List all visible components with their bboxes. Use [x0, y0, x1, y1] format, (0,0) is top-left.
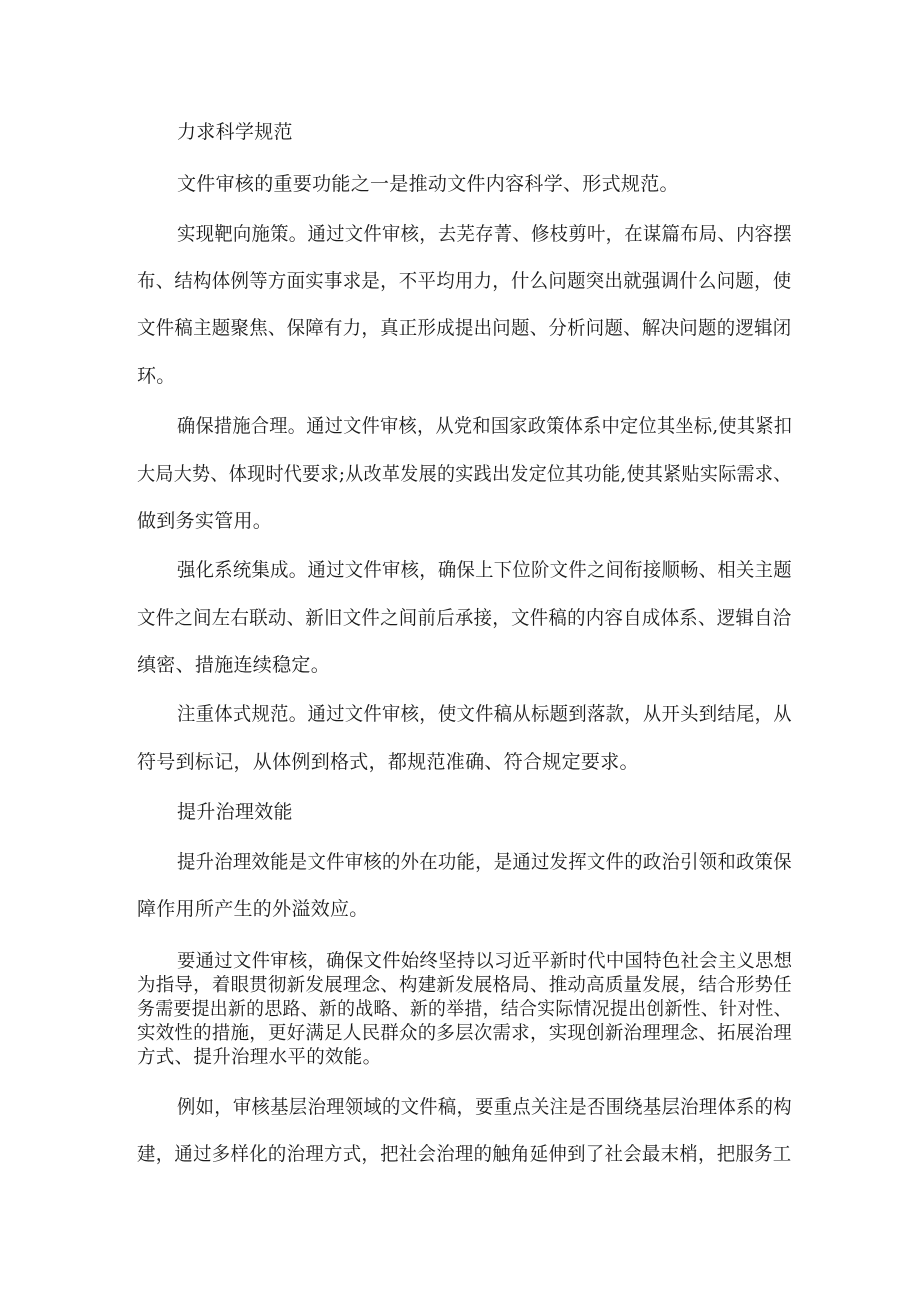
paragraph-efficacy-line-1: 提升治理效能是文件审核的外在功能，是通过发挥文件的政治引领和政策保: [177, 851, 792, 873]
paragraph-system-line-2: 文件之间左右联动、新旧文件之间前后承接，文件稿的内容自成体系、逻辑自洽: [137, 607, 792, 629]
paragraph-guidance-line-2: 为指导，着眼贯彻新发展理念、构建新发展格局、推动高质量发展，结合形势任: [137, 975, 792, 996]
paragraph-guidance-line-5: 方式、提升治理水平的效能。: [137, 1047, 382, 1068]
paragraph-guidance-line-3: 务需要提出新的思路、新的战略、新的举措，结合实际情况提出创新性、针对性、: [137, 999, 792, 1020]
paragraph-measures-line-1: 确保措施合理。通过文件审核，从党和国家政策体系中定位其坐标,使其紧扣: [177, 415, 793, 437]
section-heading-2: 提升治理效能: [177, 801, 293, 823]
paragraph-measures-line-3: 做到务实管用。: [137, 510, 273, 532]
paragraph-format-line-2: 符号到标记，从体例到格式，都规范准确、符合规定要求。: [137, 751, 639, 773]
paragraph-example-line-1: 例如，审核基层治理领域的文件稿，要重点关注是否围绕基层治理体系的构: [177, 1096, 792, 1118]
paragraph-example-line-2: 建，通过多样化的治理方式，把社会治理的触角延伸到了社会最末梢，把服务工: [137, 1143, 792, 1165]
paragraph-format-line-1: 注重体式规范。通过文件审核，使文件稿从标题到落款，从开头到结尾，从: [177, 703, 792, 725]
paragraph-targeted-line-1: 实现靶向施策。通过文件审核，去芜存菁、修枝剪叶，在谋篇布局、内容摆: [177, 223, 792, 245]
paragraph-guidance-line-4: 实效性的措施，更好满足人民群众的多层次需求，实现创新治理理念、拓展治理: [137, 1023, 792, 1044]
paragraph-targeted-line-2: 布、结构体例等方面实事求是，不平均用力，什么问题突出就强调什么问题，使: [137, 270, 792, 292]
section-heading-1: 力求科学规范: [177, 121, 293, 143]
paragraph-system-line-3: 缜密、措施连续稳定。: [137, 654, 331, 676]
paragraph-targeted-line-4: 环。: [137, 365, 176, 387]
paragraph-targeted-line-3: 文件稿主题聚焦、保障有力，真正形成提出问题、分析问题、解决问题的逻辑闭: [137, 317, 792, 339]
paragraph-intro: 文件审核的重要功能之一是推动文件内容科学、形式规范。: [177, 173, 679, 195]
paragraph-system-line-1: 强化系统集成。通过文件审核，确保上下位阶文件之间衔接顺畅、相关主题: [177, 559, 792, 581]
paragraph-efficacy-line-2: 障作用所产生的外溢效应。: [137, 898, 369, 920]
paragraph-measures-line-2: 大局大势、体现时代要求;从改革发展的实践出发定位其功能,使其紧贴实际需求、: [137, 463, 792, 485]
paragraph-guidance-line-1: 要通过文件审核，确保文件始终坚持以习近平新时代中国特色社会主义思想: [177, 951, 793, 972]
